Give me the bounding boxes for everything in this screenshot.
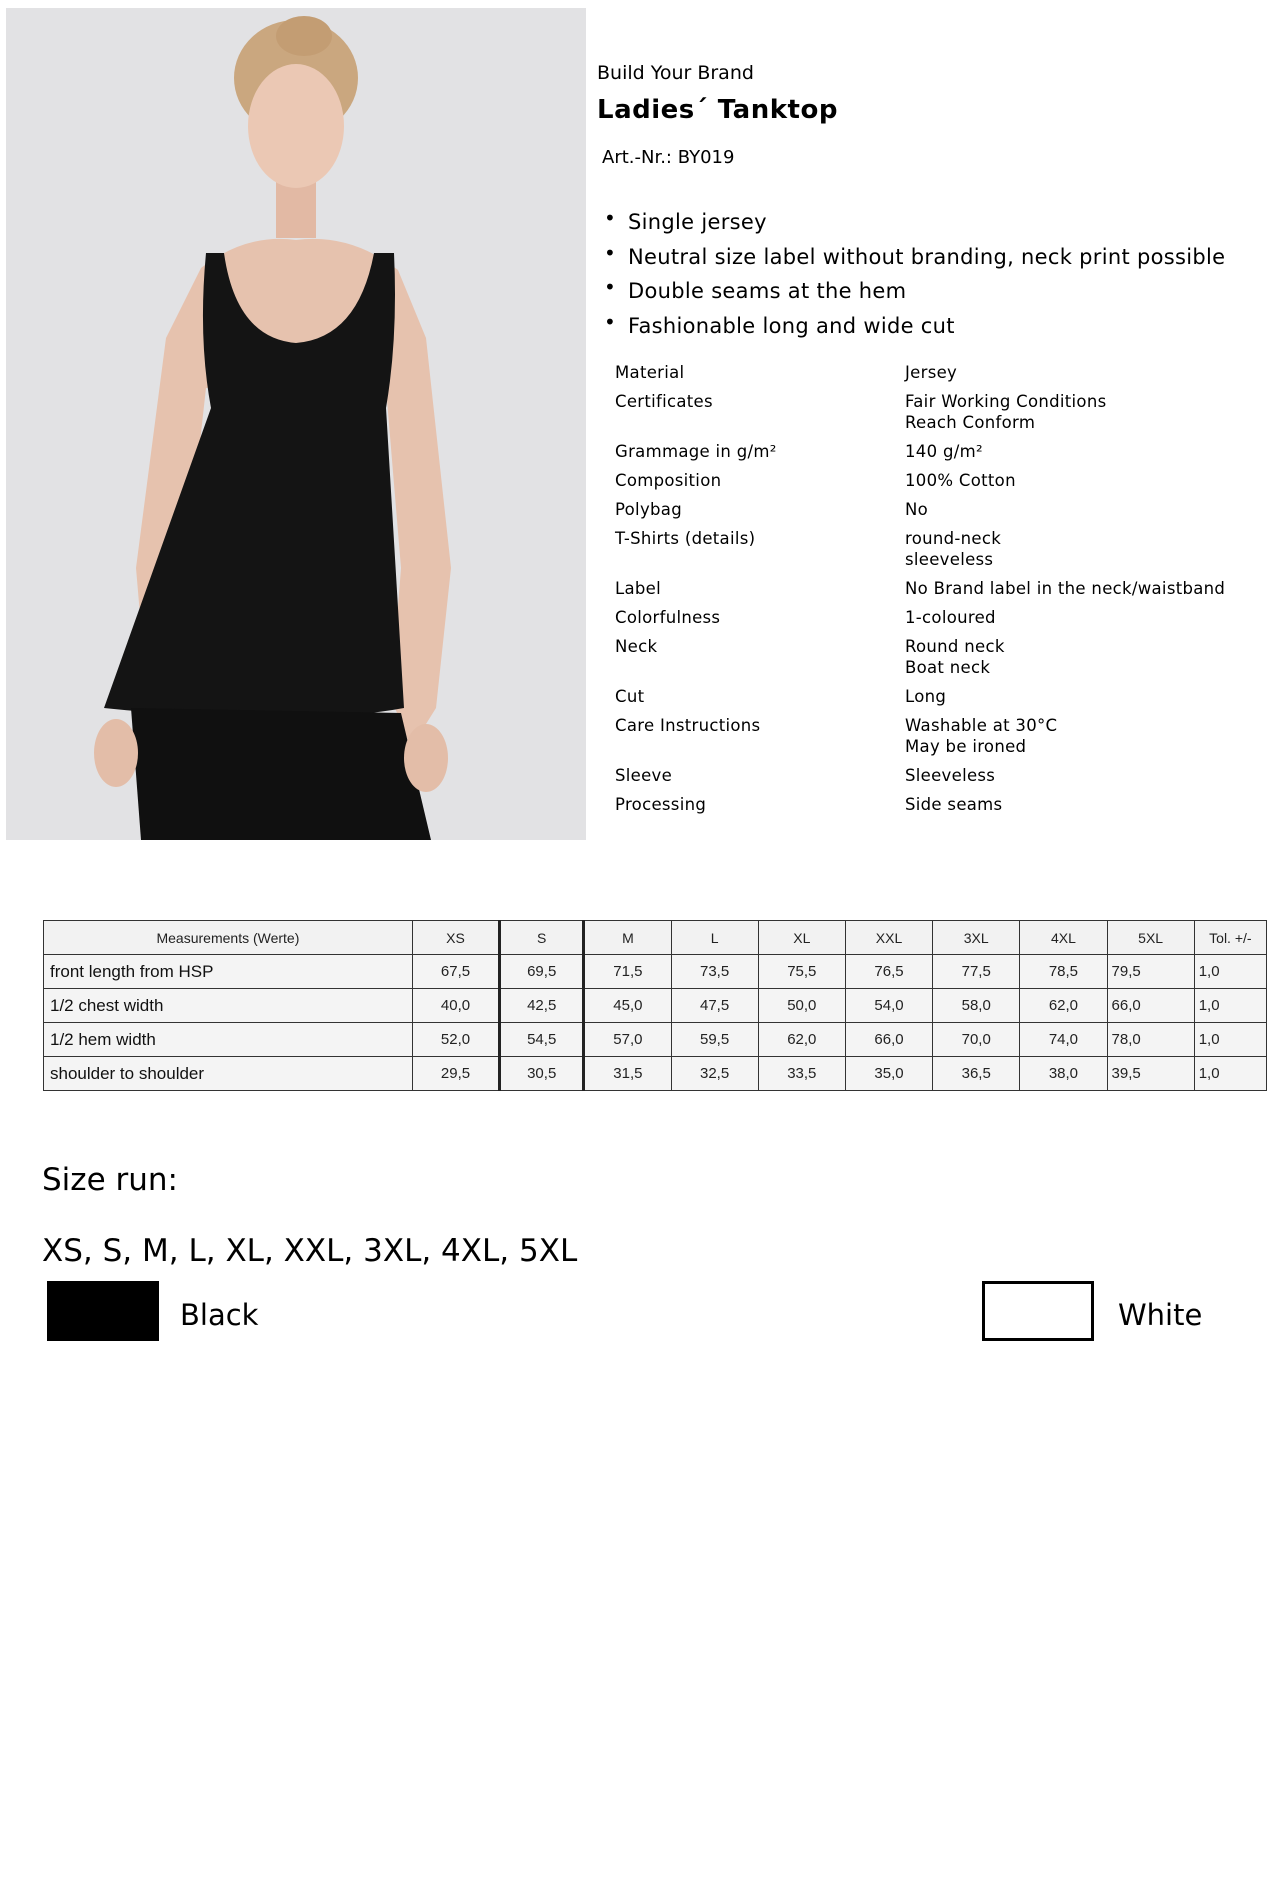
measurement-cell: 50,0	[758, 989, 845, 1023]
measurement-cell: 29,5	[412, 1057, 499, 1091]
measurement-header: M	[584, 921, 671, 955]
spec-value: Long	[905, 687, 947, 706]
feature-item: • Single jersey	[604, 205, 1225, 240]
measurement-cell: 31,5	[584, 1057, 671, 1091]
measurement-header: 4XL	[1020, 921, 1107, 955]
size-run-values: XS, S, M, L, XL, XXL, 3XL, 4XL, 5XL	[42, 1233, 578, 1269]
measurement-header: Measurements (Werte)	[44, 921, 413, 955]
measurement-header: L	[671, 921, 758, 955]
spec-value: 100% Cotton	[905, 471, 1016, 490]
measurement-cell: 1,0	[1194, 955, 1266, 989]
product-title: Ladies´ Tanktop	[597, 95, 838, 125]
spec-key: Colorfulness	[615, 608, 721, 627]
brand-name: Build Your Brand	[597, 62, 754, 84]
spec-key: Composition	[615, 471, 722, 490]
spec-value: Round neck Boat neck	[905, 637, 1005, 677]
spec-value: Sleeveless	[905, 766, 996, 785]
measurement-cell: 1,0	[1194, 1057, 1266, 1091]
spec-value: 1-coloured	[905, 608, 996, 627]
measurement-cell: 69,5	[500, 955, 584, 989]
measurement-cell: 62,0	[758, 1023, 845, 1057]
measurement-cell: 59,5	[671, 1023, 758, 1057]
spec-value: Jersey	[905, 363, 958, 382]
measurement-cell: 54,0	[845, 989, 932, 1023]
measurement-label: shoulder to shoulder	[44, 1057, 413, 1091]
spec-value: Side seams	[905, 795, 1003, 814]
measurement-cell: 47,5	[671, 989, 758, 1023]
measurement-header: XXL	[845, 921, 932, 955]
spec-key: Certificates	[615, 392, 713, 411]
spec-value: No Brand label in the neck/waistband	[905, 579, 1226, 598]
spec-value: round-neck sleeveless	[905, 529, 1002, 569]
measurement-header: 5XL	[1107, 921, 1194, 955]
spec-row	[615, 765, 1275, 794]
spec-key: Material	[615, 363, 685, 382]
spec-key: Care Instructions	[615, 716, 761, 735]
measurement-label: 1/2 hem width	[44, 1023, 413, 1057]
measurement-cell: 35,0	[845, 1057, 932, 1091]
spec-key: Sleeve	[615, 766, 673, 785]
measurement-cell: 77,5	[933, 955, 1020, 989]
measurement-cell: 38,0	[1020, 1057, 1107, 1091]
spec-row	[615, 686, 1275, 715]
measurement-cell: 71,5	[584, 955, 671, 989]
measurement-cell: 36,5	[933, 1057, 1020, 1091]
spec-row	[615, 499, 1275, 528]
color-swatch-black	[47, 1281, 159, 1341]
measurement-row	[44, 989, 1267, 1023]
spec-value: 140 g/m²	[905, 442, 983, 461]
measurement-header: Tol. +/-	[1194, 921, 1266, 955]
color-label-white: White	[1118, 1298, 1203, 1332]
measurement-header: XL	[758, 921, 845, 955]
feature-item: • Neutral size label without branding, neck print possible	[604, 240, 1225, 275]
product-photo	[6, 8, 586, 840]
measurement-cell: 40,0	[412, 989, 499, 1023]
measurement-cell: 75,5	[758, 955, 845, 989]
spec-key: T-Shirts (details)	[615, 529, 756, 548]
spec-key: Polybag	[615, 500, 682, 519]
feature-list	[604, 205, 1225, 343]
measurement-cell: 73,5	[671, 955, 758, 989]
article-number: Art.-Nr.: BY019	[602, 147, 735, 168]
spec-row	[615, 362, 1275, 391]
feature-item: • Double seams at the hem	[604, 274, 1225, 309]
measurement-cell: 54,5	[500, 1023, 584, 1057]
measurement-cell: 30,5	[500, 1057, 584, 1091]
model-illustration	[6, 8, 586, 840]
measurement-table	[43, 920, 1267, 1091]
measurement-cell: 74,0	[1020, 1023, 1107, 1057]
measurement-cell: 78,5	[1020, 955, 1107, 989]
spec-key: Neck	[615, 637, 658, 656]
spec-row	[615, 578, 1275, 607]
spec-value: Fair Working Conditions Reach Conform	[905, 392, 1107, 432]
measurement-cell: 1,0	[1194, 989, 1266, 1023]
spec-row	[615, 470, 1275, 499]
spec-key: Cut	[615, 687, 645, 706]
color-label-black: Black	[180, 1298, 259, 1332]
measurement-header-row	[44, 921, 1267, 955]
spec-key: Grammage in g/m²	[615, 442, 777, 461]
measurement-cell: 42,5	[500, 989, 584, 1023]
feature-item: • Fashionable long and wide cut	[604, 309, 1225, 344]
spec-row	[615, 441, 1275, 470]
measurement-row	[44, 1057, 1267, 1091]
spec-key: Processing	[615, 795, 707, 814]
spec-row	[615, 636, 1275, 686]
measurement-cell: 70,0	[933, 1023, 1020, 1057]
size-run-label: Size run:	[42, 1162, 178, 1198]
measurement-cell: 66,0	[1107, 989, 1194, 1023]
spec-row	[615, 607, 1275, 636]
measurement-cell: 52,0	[412, 1023, 499, 1057]
measurement-row	[44, 955, 1267, 989]
measurement-cell: 78,0	[1107, 1023, 1194, 1057]
color-swatch-white	[982, 1281, 1094, 1341]
measurement-cell: 76,5	[845, 955, 932, 989]
measurement-row	[44, 1023, 1267, 1057]
measurement-cell: 1,0	[1194, 1023, 1266, 1057]
measurement-cell: 45,0	[584, 989, 671, 1023]
spec-row	[615, 528, 1275, 578]
spec-table	[615, 362, 1275, 823]
measurement-label: 1/2 chest width	[44, 989, 413, 1023]
spec-value: Washable at 30°C May be ironed	[905, 716, 1058, 756]
measurement-cell: 58,0	[933, 989, 1020, 1023]
measurement-header: S	[500, 921, 584, 955]
measurement-header: 3XL	[933, 921, 1020, 955]
spec-row	[615, 715, 1275, 765]
measurement-cell: 79,5	[1107, 955, 1194, 989]
measurement-cell: 39,5	[1107, 1057, 1194, 1091]
measurement-label: front length from HSP	[44, 955, 413, 989]
measurement-cell: 62,0	[1020, 989, 1107, 1023]
measurement-cell: 66,0	[845, 1023, 932, 1057]
measurement-cell: 57,0	[584, 1023, 671, 1057]
measurement-cell: 32,5	[671, 1057, 758, 1091]
spec-key: Label	[615, 579, 662, 598]
spec-row	[615, 391, 1275, 441]
spec-row	[615, 794, 1275, 823]
measurement-header: XS	[412, 921, 499, 955]
measurement-cell: 67,5	[412, 955, 499, 989]
measurement-cell: 33,5	[758, 1057, 845, 1091]
spec-value: No	[905, 500, 929, 519]
